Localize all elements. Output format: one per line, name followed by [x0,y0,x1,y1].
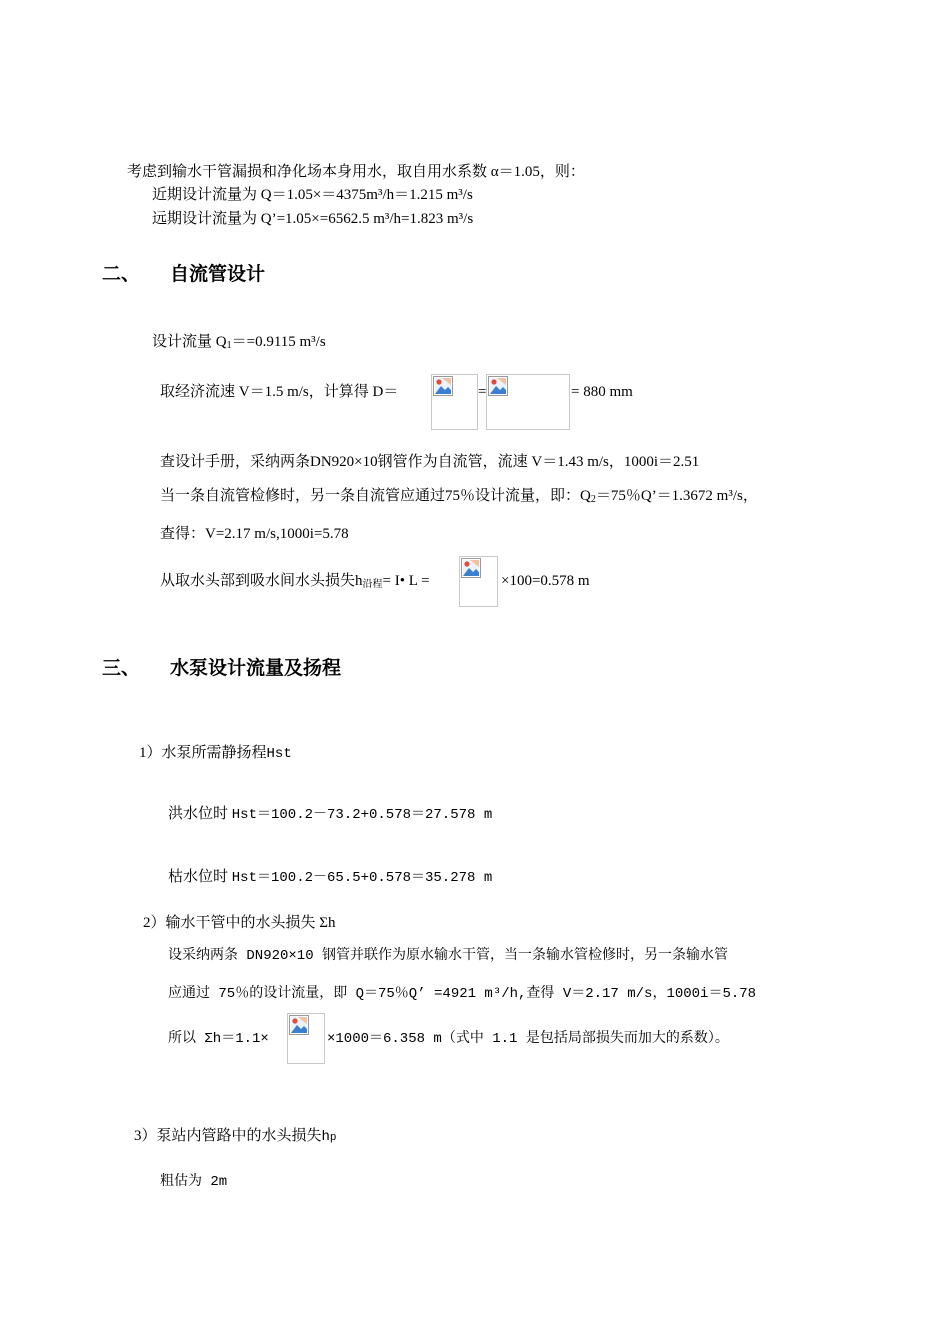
intro-text: 考虑到输水干管漏损和净化场本身用水，取自用水系数 α＝1.05，则： [127,164,585,180]
item-3-estimate [160,1172,227,1192]
section-3-heading [102,653,341,680]
repair-line [160,486,758,510]
item-1-title [139,743,292,764]
item-1-sub: st [274,746,292,762]
head-loss-result [501,571,590,591]
dry-h: H [231,870,241,886]
item-2-line-3-prefix [168,1029,269,1049]
far-flow-label: 远期设计流量为 [152,211,258,227]
far-flow-line [152,209,473,229]
near-flow-line [152,185,473,205]
item-2-text-1: 设采纳两条 DN920×10 钢管并联作为原水输水干管，当一条输水管检修时，另一条输水管 [168,948,729,964]
broken-image-icon [488,376,508,396]
flood-formula: ＝100.2－73.2+0.578＝27.578 m [256,807,493,823]
item-3-text: 3）泵站内管路中的水头损失 [134,1128,322,1144]
manual-line [160,452,699,472]
broken-image-icon [461,558,481,578]
diameter-result [571,382,633,402]
flood-label: 洪水位时 [168,806,229,822]
item-2-line-3-suffix [327,1029,729,1049]
intro-line [127,162,585,182]
near-flow-formula: Q＝1.05×＝4375m³/h＝1.215 m³/s [260,187,473,203]
speed-line [160,382,398,402]
section-2-number: 二、 [102,263,141,285]
item-3-title [134,1126,337,1148]
formula-image-1 [431,374,478,430]
flood-sub: st [240,807,257,823]
dry-label: 枯水位时 [168,869,229,885]
flood-h: H [231,807,241,823]
design-flow-label: 设计流量 [152,334,213,350]
section-2-title: 自流管设计 [170,263,266,285]
broken-image-icon [433,376,453,396]
section-3-number: 三、 [102,657,141,679]
broken-image-icon [289,1015,309,1035]
design-flow-sub: 1 [226,340,232,351]
diameter-result-text: = 880 mm [571,384,633,400]
item-2-line-2 [168,984,756,1004]
equals-text-1: = [478,384,487,400]
item-1-h: H [266,746,275,762]
lookup-text: 查得：V=2.17 m/s,1000i=5.78 [160,526,349,542]
head-loss-result-text: ×100=0.578 m [501,573,590,589]
dry-sub: st [240,870,257,886]
section-3-title: 水泵设计流量及扬程 [170,657,342,679]
design-flow-line [152,332,326,356]
item-3-h: h [321,1129,330,1145]
item-2-line-1 [168,946,728,966]
item-1-text: 1）水泵所需静扬程 [139,745,267,761]
section-2-heading [102,259,265,286]
head-loss-eq: = I• L = [382,573,430,589]
sum-loss-result: ×1000＝6.358 m（式中 1.1 是包括局部损失而加大的系数）。 [327,1031,729,1047]
dry-level-line [168,867,492,888]
repair-sub: 2 [590,494,596,505]
head-loss-sub: 沿程 [362,579,383,590]
dry-formula: ＝100.2－65.5+0.578＝35.278 m [256,870,493,886]
formula-image-4 [287,1013,325,1064]
repair-value: ＝75％Q’＝1.3672 m³/s， [595,488,758,504]
repair-text: 当一条自流管检修时，另一条自流管应通过75％设计流量，即： [160,488,581,504]
speed-text: 取经济流速 V＝1.5 m/s，计算得 D＝ [160,384,399,400]
item-3-sub: p [329,1132,337,1144]
flood-level-line [168,804,492,825]
item-2-title [143,913,335,933]
design-flow-value: ＝=0.9115 m³/s [231,334,326,350]
formula-image-2 [486,374,570,430]
formula-image-3 [459,556,498,607]
lookup-line [160,524,349,544]
item-2-text: 2）输水干管中的水头损失 Σh [143,915,336,931]
head-loss-label: 从取水头部到吸水间水头损失h [160,573,363,589]
near-flow-label: 近期设计流量为 [152,187,258,203]
item-2-text-2: 应通过 75％的设计流量，即 Q＝75％Q’ =4921 m³/h,查得 V＝2.17 m/s，1000i＝5.78 [168,986,757,1002]
item-3-estimate-text: 粗估为 2m [160,1174,228,1190]
manual-text: 查设计手册，采纳两条DN920×10钢管作为自流管，流速 V＝1.43 m/s，1000i＝2.51 [160,454,700,470]
design-flow-q: Q [215,334,227,350]
repair-q: Q [580,488,591,504]
sum-loss-prefix: 所以 Σh＝1.1× [168,1031,269,1047]
far-flow-formula: Q’=1.05×=6562.5 m³/h=1.823 m³/s [260,211,474,227]
head-loss-line [160,571,430,595]
